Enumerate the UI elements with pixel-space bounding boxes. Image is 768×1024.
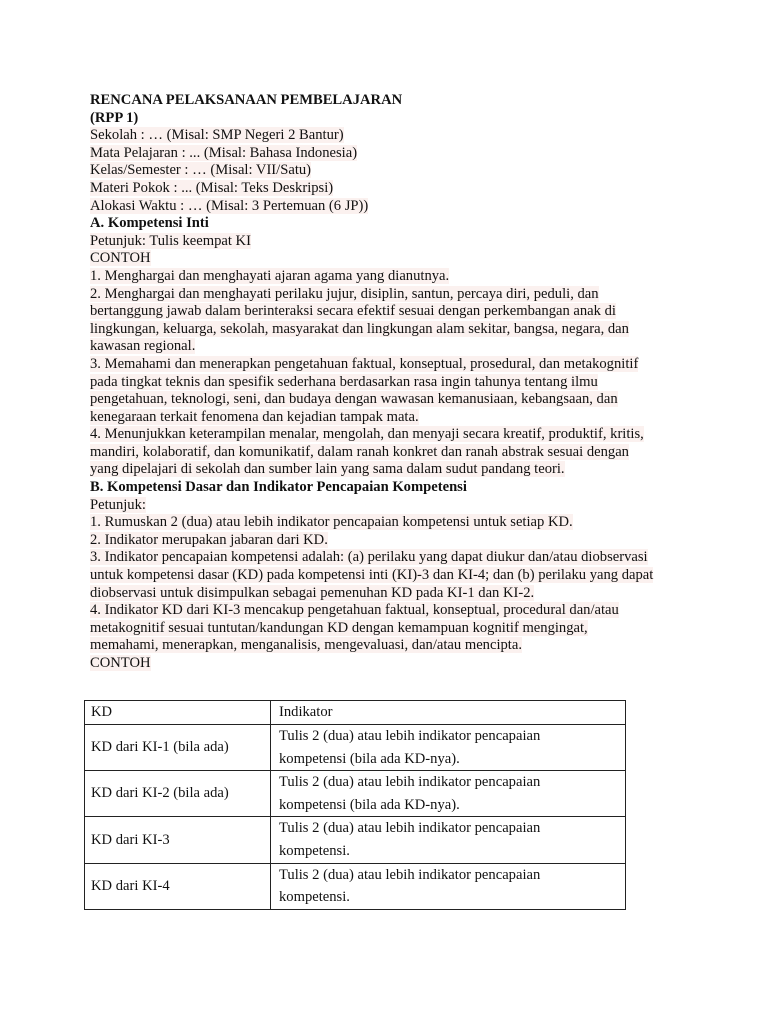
section-b-example-label-text: CONTOH bbox=[90, 655, 151, 671]
meta-topic bbox=[90, 180, 690, 198]
section-b-line bbox=[90, 567, 690, 585]
table-cell-indikator-line: kompetensi (bila ada KD-nya). bbox=[279, 750, 460, 767]
meta-time-allocation-text: Alokasi Waktu : … (Misal: 3 Pertemuan (6 JP)) bbox=[90, 197, 369, 214]
section-b-line-text: memahami, menerapkan, menganalisis, mengevaluasi, dan/atau mencipta. bbox=[90, 637, 522, 654]
section-a-instruction bbox=[90, 233, 690, 251]
section-b-line-text: diobservasi untuk disimpulkan sebagai pemenuhan KD pada KI-1 dan KI-2. bbox=[90, 584, 535, 601]
section-b-instruction bbox=[90, 497, 690, 515]
section-a-line-text: 4. Menunjukkan keterampilan menalar, mengolah, dan menyaji secara kreatif, produktif, kritis, bbox=[90, 426, 644, 443]
document-subtitle: (RPP 1) bbox=[90, 109, 139, 126]
section-a-line-text: mandiri, kolaboratif, dan komunikatif, dalam ranah konkret dan ranah abstrak sesuai dengan bbox=[90, 443, 629, 460]
table-row bbox=[85, 725, 626, 771]
table-cell-kd: KD dari KI-1 (bila ada) bbox=[85, 725, 271, 771]
section-a-line bbox=[90, 374, 690, 392]
section-a-line-text: kawasan regional. bbox=[90, 338, 196, 355]
table-cell-kd: KD dari KI-4 bbox=[85, 863, 271, 909]
meta-subject-text: Mata Pelajaran : ... (Misal: Bahasa Indonesia) bbox=[90, 144, 358, 161]
meta-subject bbox=[90, 145, 690, 163]
kd-indicator-table bbox=[84, 700, 626, 910]
table-cell-indikator bbox=[271, 725, 626, 771]
section-a-line-text: yang dipelajari di sekolah dan sumber lain yang sama dalam sudut pandang teori. bbox=[90, 461, 565, 478]
section-a-line bbox=[90, 268, 690, 286]
section-b-line bbox=[90, 514, 690, 532]
meta-class-semester bbox=[90, 162, 690, 180]
section-a-line-text: pengetahuan, teknologi, seni, dan budaya dengan wawasan kemanusiaan, kebangsaan, dan bbox=[90, 391, 618, 408]
table-cell-kd: KD dari KI-2 (bila ada) bbox=[85, 771, 271, 817]
table-cell-indikator bbox=[271, 771, 626, 817]
section-a-line-text: kenegaraan terkait fenomena dan kejadian tampak mata. bbox=[90, 408, 419, 425]
table-cell-indikator-line: Tulis 2 (dua) atau lebih indikator pencapaian bbox=[279, 774, 541, 791]
section-a-line bbox=[90, 444, 690, 462]
meta-topic-text: Materi Pokok : ... (Misal: Teks Deskripsi) bbox=[90, 179, 334, 196]
table-row bbox=[85, 863, 626, 909]
section-b-line bbox=[90, 532, 690, 550]
section-a-line-text: pada tingkat teknis dan spesifik sederhana berdasarkan rasa ingin tahunya tentang ilmu bbox=[90, 373, 598, 390]
section-a-instruction-text: Petunjuk: Tulis keempat KI bbox=[90, 232, 251, 249]
section-b-line bbox=[90, 549, 690, 567]
section-b-line-text: 1. Rumuskan 2 (dua) atau lebih indikator pencapaian kompetensi untuk setiap KD. bbox=[90, 514, 573, 531]
table-row bbox=[85, 771, 626, 817]
section-b-line-text: untuk kompetensi dasar (KD) pada kompetensi inti (KI)-3 dan KI-4; dan (b) perilaku yang dapat bbox=[90, 567, 654, 584]
document-title: RENCANA PELAKSANAAN PEMBELAJARAN bbox=[90, 92, 403, 108]
table-header-row bbox=[85, 701, 626, 725]
document-body bbox=[90, 92, 690, 673]
table-cell-kd: KD dari KI-3 bbox=[85, 817, 271, 863]
table-header-indikator: Indikator bbox=[271, 701, 626, 725]
section-a-line-text: bertanggung jawab dalam berinteraksi secara efektif sesuai dengan perkembangan anak di bbox=[90, 303, 616, 320]
section-a-line-text: 3. Memahami dan menerapkan pengetahuan faktual, konseptual, prosedural, dan metakognitif bbox=[90, 355, 639, 372]
table-cell-indikator bbox=[271, 863, 626, 909]
table-cell-indikator-line: Tulis 2 (dua) atau lebih indikator pencapaian bbox=[279, 820, 541, 837]
meta-time-allocation bbox=[90, 198, 690, 216]
section-b-line-text: 3. Indikator pencapaian kompetensi adalah: (a) perilaku yang dapat diukur dan/atau diobservasi bbox=[90, 549, 648, 566]
meta-school-text: Sekolah : … (Misal: SMP Negeri 2 Bantur) bbox=[90, 127, 344, 144]
section-b-line-text: metakognitif sesuai tuntutan/kandungan KD dengan kemampuan kognitif mengingat, bbox=[90, 619, 588, 636]
table-cell-indikator-line: kompetensi. bbox=[279, 889, 350, 906]
section-a-example-label bbox=[90, 250, 690, 268]
section-a-line bbox=[90, 409, 690, 427]
section-a-line bbox=[90, 303, 690, 321]
section-a-line bbox=[90, 286, 690, 304]
table-row bbox=[85, 817, 626, 863]
section-b-line bbox=[90, 637, 690, 655]
section-b-line bbox=[90, 585, 690, 603]
section-a-line-text: 1. Menghargai dan menghayati ajaran agama yang dianutnya. bbox=[90, 267, 450, 284]
section-a-line bbox=[90, 461, 690, 479]
section-b-line-text: 4. Indikator KD dari KI-3 mencakup pengetahuan faktual, konseptual, procedural dan/atau bbox=[90, 602, 619, 619]
table-cell-indikator-line: Tulis 2 (dua) atau lebih indikator pencapaian bbox=[279, 866, 541, 883]
meta-class-semester-text: Kelas/Semester : … (Misal: VII/Satu) bbox=[90, 162, 312, 179]
section-b-line bbox=[90, 620, 690, 638]
section-b-heading: B. Kompetensi Dasar dan Indikator Pencapaian Kompetensi bbox=[90, 479, 467, 496]
section-a-line-text: lingkungan, keluarga, sekolah, masyarakat dan lingkungan alam sekitar, bangsa, negara, dan bbox=[90, 320, 629, 337]
section-a-line bbox=[90, 338, 690, 356]
section-a-line bbox=[90, 426, 690, 444]
section-b-example-label bbox=[90, 655, 690, 673]
section-b-line-text: 2. Indikator merupakan jabaran dari KD. bbox=[90, 531, 328, 548]
section-a-example-label-text: CONTOH bbox=[90, 250, 151, 267]
section-a-line bbox=[90, 391, 690, 409]
table-header-kd: KD bbox=[85, 701, 271, 725]
section-b-instruction-text: Petunjuk: bbox=[90, 496, 146, 513]
section-b-line bbox=[90, 602, 690, 620]
section-a-heading: A. Kompetensi Inti bbox=[90, 215, 209, 232]
table-cell-indikator bbox=[271, 817, 626, 863]
section-a-line bbox=[90, 321, 690, 339]
table-cell-indikator-line: Tulis 2 (dua) atau lebih indikator pencapaian bbox=[279, 728, 541, 744]
table-cell-indikator-line: kompetensi (bila ada KD-nya). bbox=[279, 796, 460, 813]
meta-school bbox=[90, 127, 690, 145]
section-a-line bbox=[90, 356, 690, 374]
table-cell-indikator-line: kompetensi. bbox=[279, 842, 350, 859]
section-a-line-text: 2. Menghargai dan menghayati perilaku jujur, disiplin, santun, percaya diri, peduli, dan bbox=[90, 285, 599, 302]
